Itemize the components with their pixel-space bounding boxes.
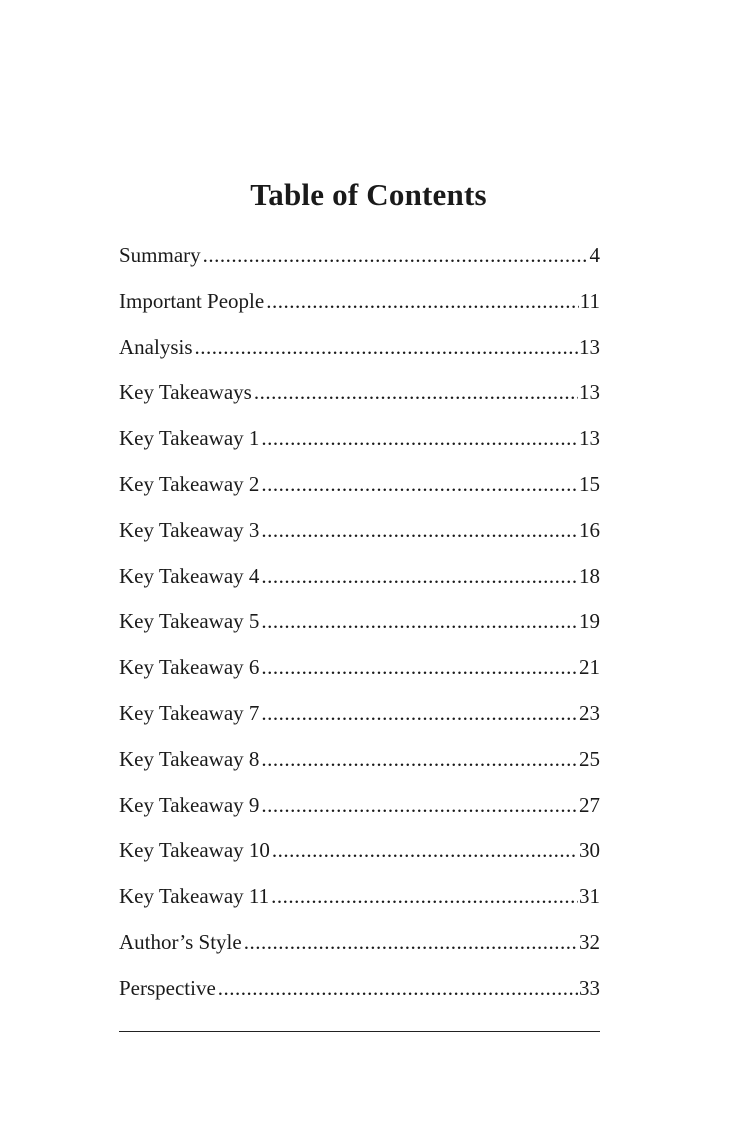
toc-entry-page: 21 [579, 655, 600, 680]
toc-entry-key-takeaway-1[interactable] [119, 419, 600, 465]
dot-leader [261, 602, 578, 640]
toc-entry-key-takeaway-4[interactable] [119, 557, 600, 603]
toc-entry-authors-style[interactable] [119, 923, 600, 969]
toc-entry-label: Key Takeaway 2 [119, 471, 260, 496]
dot-leader [195, 328, 579, 366]
toc-entry-analysis[interactable] [119, 328, 600, 374]
toc-entry-label: Key Takeaway 9 [119, 792, 260, 817]
dot-leader [266, 282, 579, 320]
toc-entry-page: 13 [579, 380, 600, 405]
bottom-divider [119, 1031, 600, 1032]
toc-entry-perspective[interactable] [119, 969, 600, 1015]
toc-entry-label: Analysis [119, 334, 193, 359]
toc-entry-page: 4 [589, 243, 600, 267]
toc-entry-summary[interactable] [119, 236, 600, 282]
page-title: Table of Contents [250, 176, 487, 212]
toc-entry-page: 27 [579, 792, 600, 817]
toc-entry-key-takeaway-3[interactable] [119, 511, 600, 557]
toc-entry-page: 31 [579, 884, 600, 909]
toc-entry-page: 19 [579, 609, 600, 634]
toc-entry-key-takeaway-6[interactable] [119, 648, 600, 694]
dot-leader [261, 648, 578, 686]
toc-entry-label: Key Takeaways [119, 380, 252, 405]
toc-entry-page: 23 [579, 700, 600, 725]
toc-entry-label: Key Takeaway 7 [119, 700, 260, 725]
toc-entry-label: Key Takeaway 6 [119, 655, 260, 680]
toc-entry-key-takeaway-8[interactable] [119, 740, 600, 786]
toc-entry-page: 15 [579, 471, 600, 496]
toc-entry-important-people[interactable] [119, 282, 600, 328]
toc-entry-page: 32 [579, 929, 600, 954]
toc-entry-label: Perspective [119, 975, 216, 1000]
dot-leader [272, 831, 578, 869]
toc-entry-label: Key Takeaway 1 [119, 426, 260, 451]
toc-entry-label: Key Takeaway 4 [119, 563, 260, 588]
dot-leader [244, 923, 578, 961]
toc-entry-label: Author’s Style [119, 929, 242, 954]
dot-leader [218, 969, 578, 1007]
dot-leader [261, 557, 578, 595]
toc-entry-key-takeaway-7[interactable] [119, 694, 600, 740]
toc-entry-label: Key Takeaway 11 [119, 884, 270, 909]
toc-entry-key-takeaways[interactable] [119, 373, 600, 419]
dot-leader [261, 694, 578, 732]
toc-entry-label: Key Takeaway 8 [119, 746, 260, 771]
dot-leader [261, 740, 578, 778]
dot-leader [203, 236, 589, 274]
dot-leader [261, 511, 578, 549]
dot-leader [261, 786, 578, 824]
toc-entry-page: 25 [579, 746, 600, 771]
toc-entry-page: 33 [579, 975, 600, 1000]
dot-leader [254, 373, 578, 411]
dot-leader [261, 465, 578, 503]
toc-entry-key-takeaway-9[interactable] [119, 786, 600, 832]
table-of-contents [119, 236, 600, 1015]
dot-leader [271, 877, 578, 915]
toc-entry-label: Key Takeaway 5 [119, 609, 260, 634]
toc-entry-label: Key Takeaway 3 [119, 517, 260, 542]
toc-entry-page: 18 [579, 563, 600, 588]
toc-entry-key-takeaway-2[interactable] [119, 465, 600, 511]
dot-leader [261, 419, 578, 457]
toc-entry-page: 16 [579, 517, 600, 542]
toc-entry-label: Summary [119, 243, 201, 267]
toc-entry-page: 13 [579, 426, 600, 451]
toc-entry-page: 11 [579, 288, 600, 313]
toc-entry-key-takeaway-5[interactable] [119, 602, 600, 648]
toc-entry-key-takeaway-11[interactable] [119, 877, 600, 923]
toc-entry-label: Important People [119, 288, 265, 313]
toc-entry-label: Key Takeaway 10 [119, 838, 270, 863]
toc-entry-page: 30 [579, 838, 600, 863]
toc-entry-page: 13 [579, 334, 600, 359]
toc-entry-key-takeaway-10[interactable] [119, 831, 600, 877]
